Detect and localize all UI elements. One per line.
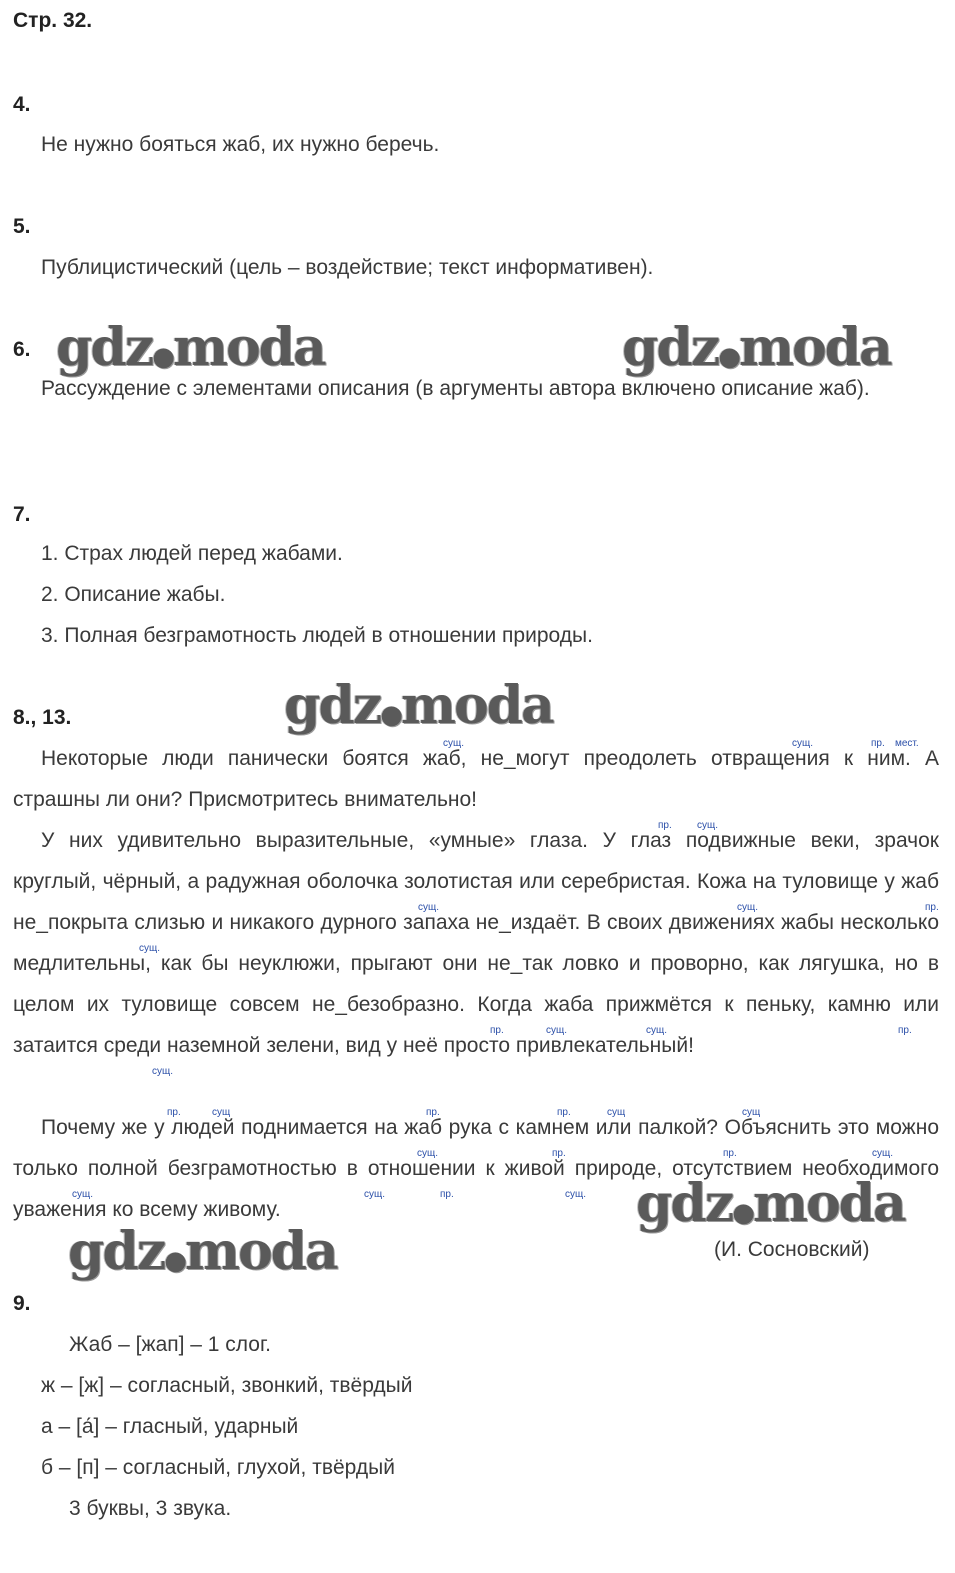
section-6-text: Рассуждение с элементами описания (в аргументы автора включено описание жаб).: [41, 377, 870, 400]
list-item: 3. Полная безграмотность людей в отношении природы.: [41, 624, 593, 647]
watermark-logo: gdz●moda: [622, 317, 891, 378]
watermark-logo: gdz●moda: [284, 675, 553, 736]
pos-annotation: сущ.: [872, 1148, 894, 1159]
pos-annotation: сущ.: [792, 738, 814, 749]
pos-annotation: пр.: [440, 1189, 454, 1200]
pos-annotation: сущ: [742, 1107, 761, 1118]
section-4-text: Не нужно бояться жаб, их нужно беречь.: [41, 133, 440, 156]
pos-annotation: пр.: [658, 820, 672, 831]
pos-annotation: сущ.: [139, 943, 161, 954]
section-9-number: 9.: [13, 1292, 31, 1315]
list-item: 2. Описание жабы.: [41, 583, 226, 606]
pos-annotation: пр.: [490, 1025, 504, 1036]
pos-annotation: сущ: [607, 1107, 626, 1118]
pos-annotation: пр.: [426, 1107, 440, 1118]
section-5-text: Публицистический (цель – воздействие; текст информативен).: [41, 256, 654, 279]
section-5-number: 5.: [13, 215, 31, 238]
pos-annotation: сущ.: [418, 902, 440, 913]
pos-annotation: пр.: [167, 1107, 181, 1118]
pos-annotation: сущ.: [443, 738, 465, 749]
phonetic-line: 3 буквы, 3 звука.: [69, 1497, 232, 1520]
pos-annotation: пр.: [557, 1107, 571, 1118]
list-item: 1. Страх людей перед жабами.: [41, 542, 343, 565]
pos-annotation: сущ.: [417, 1148, 439, 1159]
pos-annotation: пр.: [871, 738, 885, 749]
pos-annotation: сущ.: [72, 1189, 94, 1200]
pos-annotation: сущ.: [646, 1025, 668, 1036]
pos-annotation: мест.: [895, 738, 919, 749]
phonetic-line: а – [а́] – гласный, ударный: [41, 1415, 299, 1438]
phonetic-line: б – [п] – согласный, глухой, твёрдый: [41, 1456, 395, 1479]
pos-annotation: сущ.: [737, 902, 759, 913]
section-7-number: 7.: [13, 503, 31, 526]
section-6-number: 6.: [13, 338, 31, 361]
pos-annotation: пр.: [723, 1148, 737, 1159]
text-paragraph-2: У них удивительно выразительные, «умные» глаза. У глаз подвижные веки, зрачок круглый, чёрный, а радужная оболочка золотистая или серебристая. Кожа на туловище у жаб не_покрыта слизью и никакого дурного запаха не_издаёт. В своих движениях жабы несколько медлительны, как бы неуклюжи, прыгают они не_так ловко и проворно, как лягушка, но в целом их туловище совсем не_безобразно. Когда жаба прижмётся к пеньку, камню или затаится среди наземной зелени, вид у неё просто привлекательный!: [13, 829, 939, 1057]
pos-annotation: сущ.: [697, 820, 719, 831]
watermark-logo: gdz●moda: [56, 317, 325, 378]
phonetic-line: Жаб – [жап] – 1 слог.: [69, 1333, 271, 1356]
pos-annotation: пр.: [925, 902, 939, 913]
pos-annotation: сущ.: [152, 1066, 174, 1077]
pos-annotation: сущ.: [546, 1025, 568, 1036]
section-8-number: 8., 13.: [13, 706, 72, 729]
page-header: Стр. 32.: [13, 9, 93, 32]
watermark-logo: gdz●moda: [68, 1221, 337, 1282]
pos-annotation: сущ: [212, 1107, 231, 1118]
section-4-number: 4.: [13, 93, 31, 116]
pos-annotation: пр.: [898, 1025, 912, 1036]
phonetic-line: ж – [ж] – согласный, звонкий, твёрдый: [41, 1374, 413, 1397]
watermark-logo: gdz●moda: [636, 1173, 905, 1234]
author-credit: (И. Сосновский): [714, 1238, 870, 1261]
text-paragraph-3: Почему же у людей поднимается на жаб рука с камнем или палкой? Объяснить это можно только полной безграмотностью в отношении к живой природе, отсутствием необходимого уважения ко всему живому.: [13, 1116, 939, 1221]
pos-annotation: пр.: [552, 1148, 566, 1159]
pos-annotation: сущ.: [565, 1189, 587, 1200]
pos-annotation: сущ.: [364, 1189, 386, 1200]
text-paragraph-1: Некоторые люди панически боятся жаб, не_могут преодолеть отвращения к ним. А страшны ли они? Присмотритесь внимательно!: [13, 747, 939, 811]
